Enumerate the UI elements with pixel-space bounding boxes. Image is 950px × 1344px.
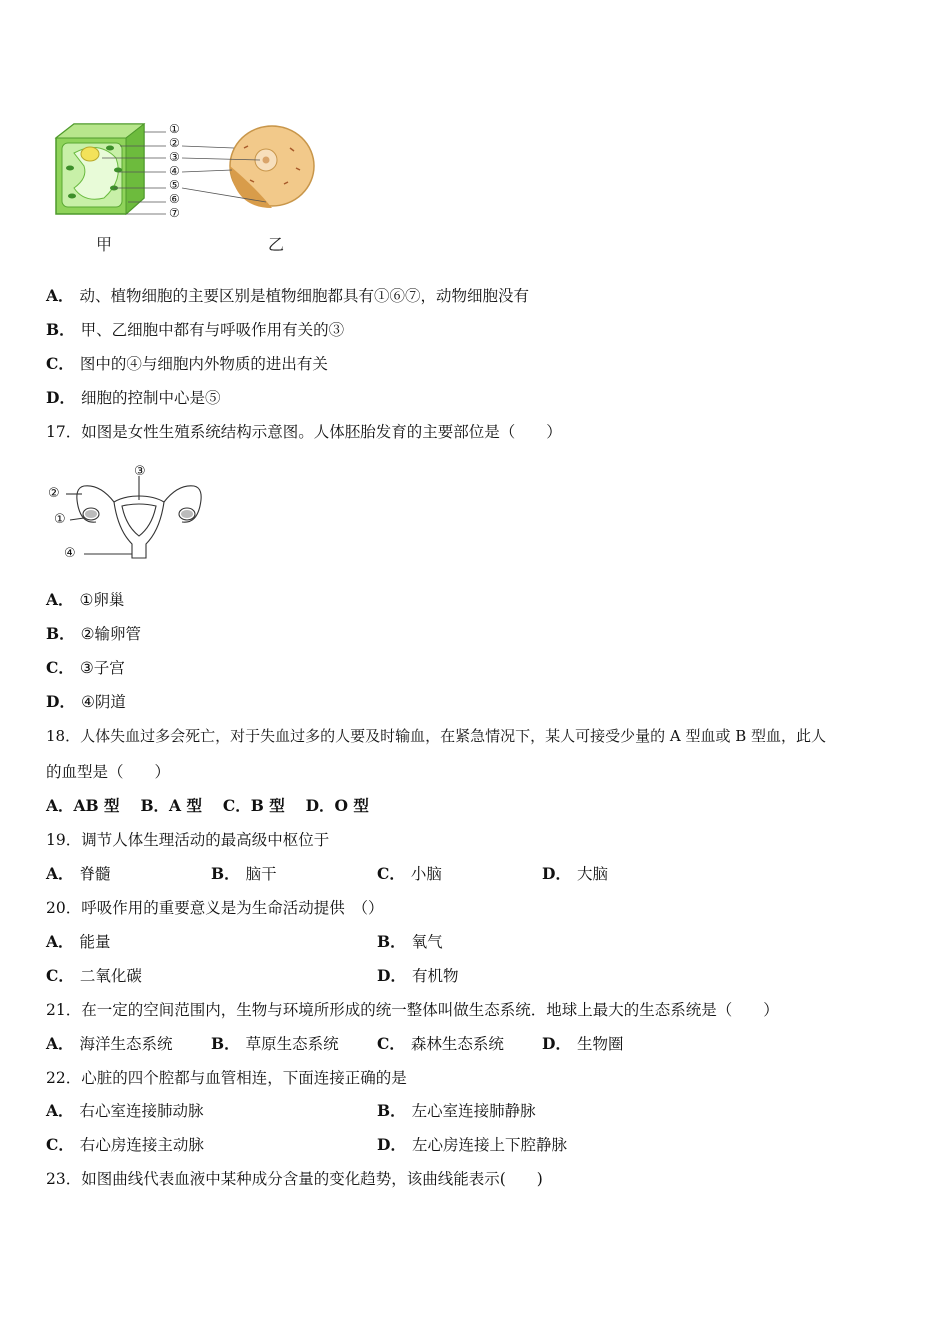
- q20-option-c: C． 二氧化碳: [46, 966, 142, 985]
- q18-options: A．AB 型 B．A 型 C．B 型 D．O 型: [46, 796, 369, 815]
- repro-marker-4: ④: [64, 546, 76, 561]
- caption-jia: 甲: [96, 235, 113, 254]
- marker-3: ③: [169, 150, 180, 164]
- q19-stem: 19．调节人体生理活动的最高级中枢位于: [46, 831, 330, 849]
- cell-markers: [169, 122, 180, 220]
- cell-diagram: [44, 118, 324, 258]
- q17-option-a: A． ①卵巢: [46, 590, 125, 609]
- marker-4: ④: [169, 164, 180, 178]
- q17-option-c: C． ③子宫: [46, 658, 125, 677]
- q19-option-c: C． 小脑: [377, 864, 442, 883]
- q21-option-a: A． 海洋生态系统: [46, 1034, 173, 1053]
- q19-option-d: D． 大脑: [542, 864, 608, 883]
- q20-option-d: D． 有机物: [377, 966, 459, 985]
- reproductive-system-diagram: [44, 462, 224, 562]
- marker-5: ⑤: [169, 178, 180, 192]
- marker-2: ②: [169, 136, 180, 150]
- q22-stem: 22．心脏的四个腔都与血管相连，下面连接正确的是: [46, 1069, 407, 1087]
- q23-stem: 23．如图曲线代表血液中某种成分含量的变化趋势，该曲线能表示( ): [46, 1170, 543, 1188]
- q16-option-c: C． 图中的④与细胞内外物质的进出有关: [46, 354, 328, 373]
- q18-stem-line2: 的血型是（ ）: [46, 763, 171, 781]
- repro-marker-3: ③: [134, 464, 146, 479]
- q16-option-d: D． 细胞的控制中心是⑤: [46, 388, 221, 407]
- q22-option-c: C． 右心房连接主动脉: [46, 1135, 204, 1154]
- repro-marker-2: ②: [48, 486, 60, 501]
- repro-marker-1: ①: [54, 512, 66, 527]
- q21-option-c: C． 森林生态系统: [377, 1034, 504, 1053]
- q22-option-b: B． 左心室连接肺静脉: [377, 1101, 536, 1120]
- q19-option-b: B． 脑干: [211, 864, 277, 883]
- q17-stem: 17．如图是女性生殖系统结构示意图。人体胚胎发育的主要部位是（ ）: [46, 423, 562, 441]
- marker-1: ①: [169, 122, 180, 136]
- marker-6: ⑥: [169, 192, 180, 206]
- caption-yi: 乙: [268, 235, 285, 254]
- q20-option-b: B． 氧气: [377, 932, 443, 951]
- q21-option-d: D． 生物圈: [542, 1034, 624, 1053]
- q22-option-a: A． 右心室连接肺动脉: [46, 1101, 204, 1120]
- q17-option-b: B． ②输卵管: [46, 624, 142, 643]
- q16-option-a: A． 动、植物细胞的主要区别是植物细胞都具有①⑥⑦，动物细胞没有: [46, 286, 530, 305]
- q18-stem-line1: 18．人体失血过多会死亡，对于失血过多的人要及时输血，在紧急情况下，某人可接受少量的 A 型血或 B 型血，此人: [46, 727, 827, 745]
- q20-stem: 20．呼吸作用的重要意义是为生命活动提供 （）: [46, 899, 384, 917]
- q17-option-d: D． ④阴道: [46, 692, 126, 711]
- q19-option-a: A． 脊髓: [46, 864, 111, 883]
- q21-option-b: B． 草原生态系统: [211, 1034, 339, 1053]
- cell-diagram-svg: [44, 118, 324, 228]
- q22-option-d: D． 左心房连接上下腔静脉: [377, 1135, 567, 1154]
- q21-stem: 21．在一定的空间范围内，生物与环境所形成的统一整体叫做生态系统．地球上最大的生态系统是（ ）: [46, 1001, 779, 1019]
- q20-option-a: A． 能量: [46, 932, 111, 951]
- marker-7: ⑦: [169, 206, 180, 220]
- q16-option-b: B． 甲、乙细胞中都有与呼吸作用有关的③: [46, 320, 345, 339]
